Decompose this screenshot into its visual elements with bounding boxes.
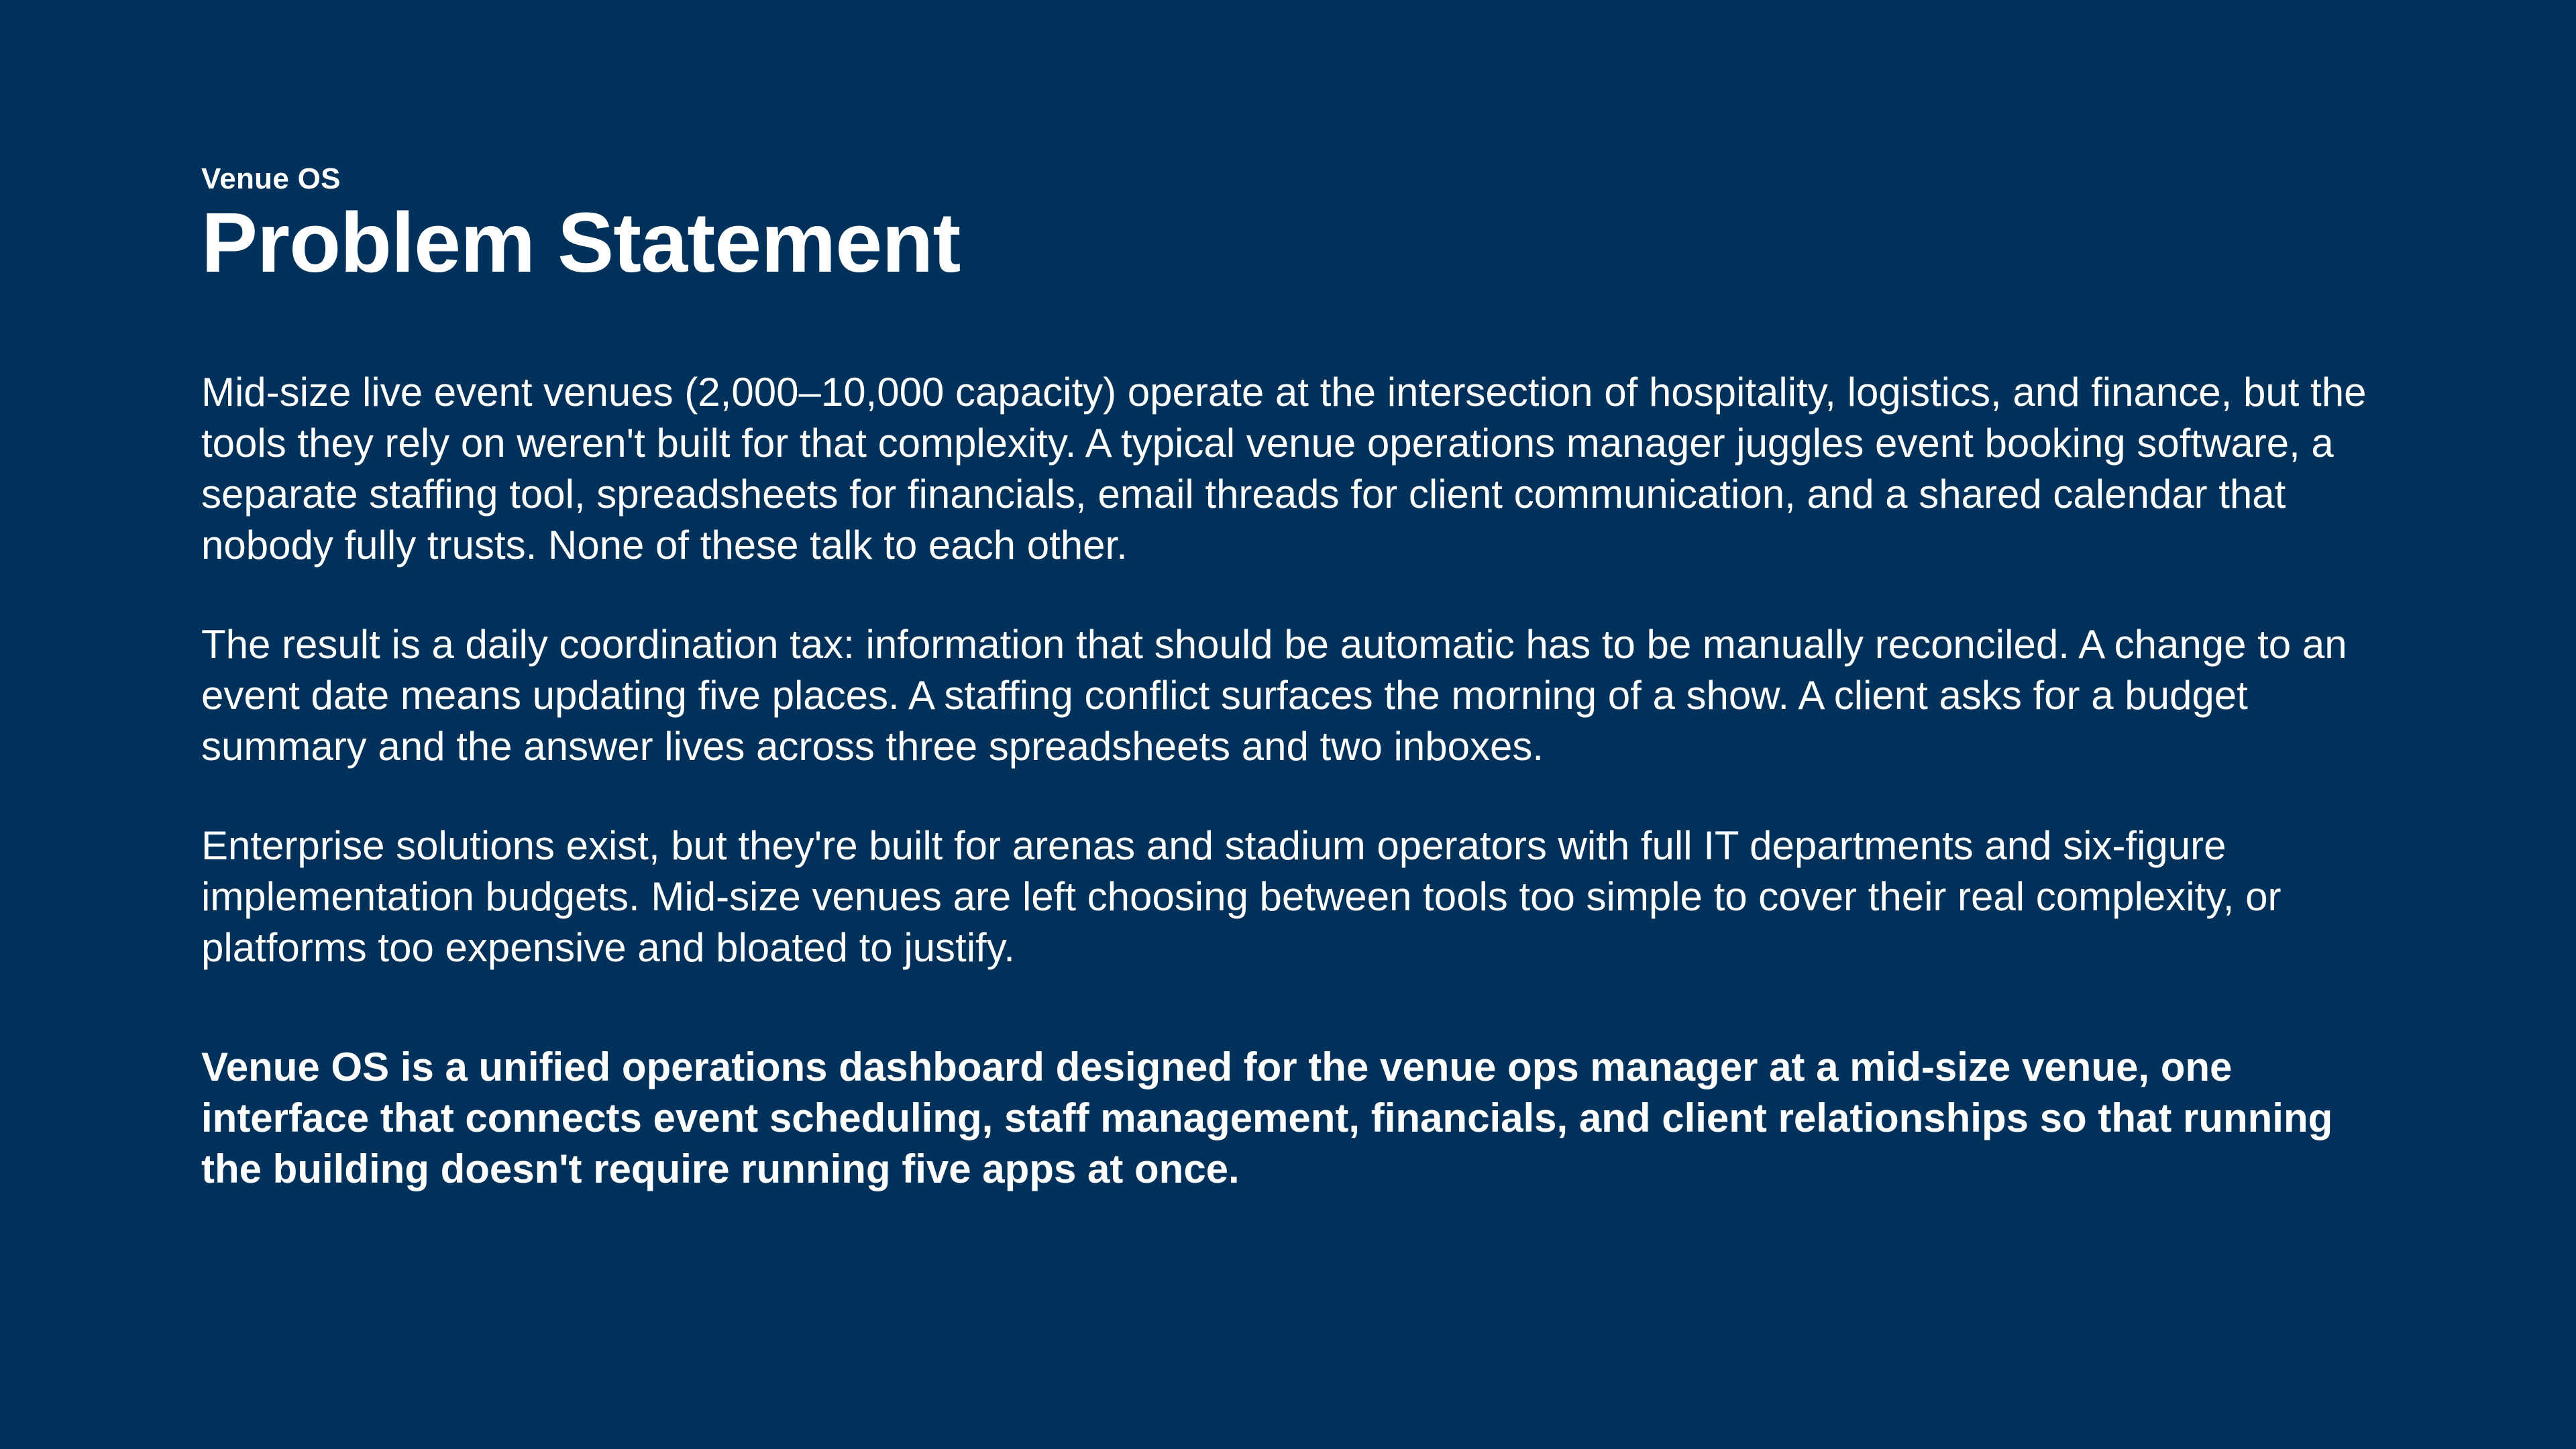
product-eyebrow: Venue OS <box>201 162 341 195</box>
paragraph-coordination-tax: The result is a daily coordination tax: information that should be automatic has to be manually reconciled. A change to an event date means updating five places. A staffing conflict surfaces the morning of a show. A client asks for a budget summary and the answer lives across three spreadsheets and two inboxes. <box>201 621 2347 769</box>
page-title: Problem Statement <box>201 195 961 290</box>
slide-body <box>201 367 2402 1195</box>
summary-statement: Venue OS is a unified operations dashboard designed for the venue ops manager at a mid-size venue, one interface that connects event scheduling, staff management, financials, and client relationships so that running the building doesn't require running five apps at once. <box>201 1044 2333 1191</box>
paragraph-context: Mid-size live event venues (2,000–10,000 capacity) operate at the intersection of hospitality, logistics, and finance, but the tools they rely on weren't built for that complexity. A typical venue operations manager juggles event booking software, a separate staffing tool, spreadsheets for financials, email threads for client communication, and a shared calendar that nobody fully trusts. None of these talk to each other. <box>201 369 2367 568</box>
slide <box>201 162 2402 1243</box>
paragraph-market-gap: Enterprise solutions exist, but they're built for arenas and stadium operators with full IT departments and six-figure implementation budgets. Mid-size venues are left choosing between tools too simple to cover their real complexity, or platforms too expensive and bloated to justify. <box>201 822 2282 970</box>
